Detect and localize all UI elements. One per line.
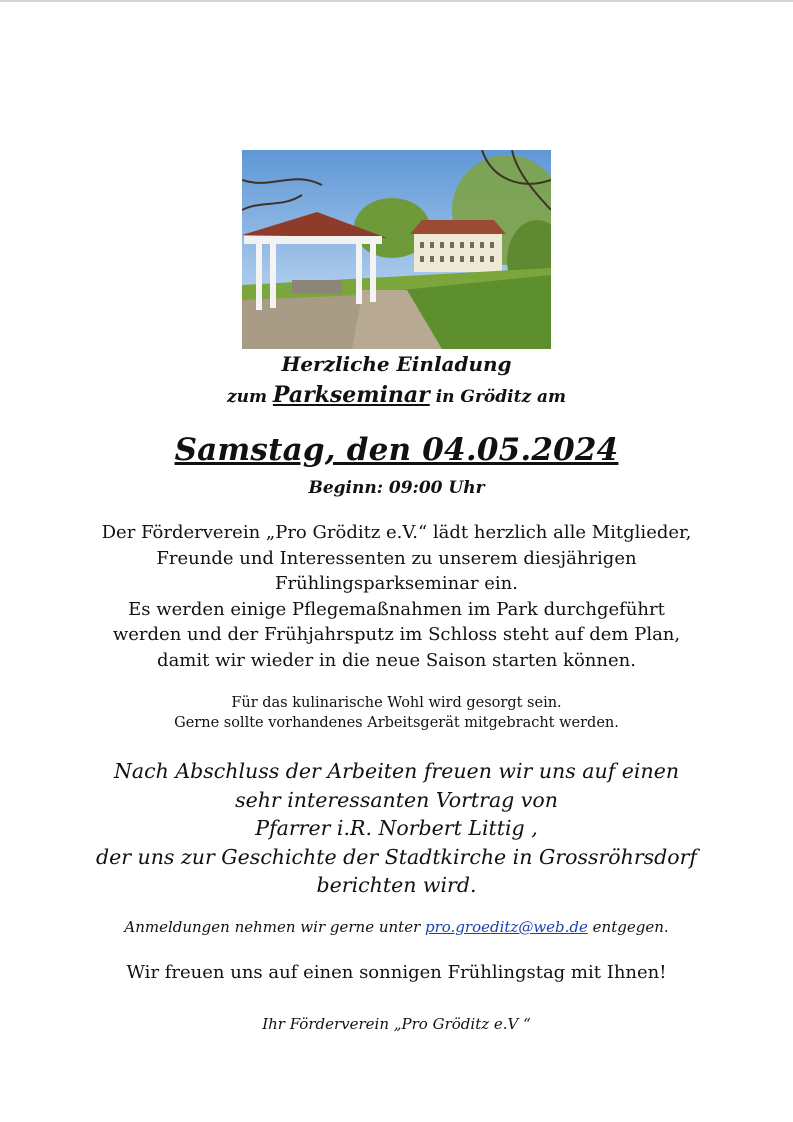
intro-line: Frühlingsparkseminar ein. (275, 573, 518, 594)
signature: Ihr Förderverein „Pro Gröditz e.V “ (262, 1015, 531, 1033)
lecture-paragraph (0, 757, 793, 900)
lecture-line: Nach Abschluss der Arbeiten freuen wir uns auf einen (113, 759, 680, 783)
closing-wish: Wir freuen uns auf einen sonnigen Frühlingstag mit Ihnen! (126, 962, 667, 983)
seminar-name: Parkseminar (272, 382, 430, 408)
registration-note (0, 918, 793, 936)
food-line: Für das kulinarische Wohl wird gesorgt sein. (231, 695, 562, 711)
intro-line: Freunde und Interessenten zu unserem diesjährigen (156, 547, 637, 569)
start-time: Beginn: 09:00 Uhr (308, 478, 485, 498)
lecture-line: sehr interessanten Vortrag von (235, 787, 558, 812)
invitation-subtitle (0, 382, 793, 408)
intro-line: damit wir wieder in die neue Saison starten können. (157, 649, 636, 671)
lecture-line: Pfarrer i.R. Norbert Littig , (255, 816, 538, 840)
email-link[interactable]: pro.groeditz@web.de (425, 918, 588, 936)
subtitle-before: zum (226, 387, 273, 407)
intro-paragraph (0, 520, 793, 673)
intro-line: werden und der Frühjahrsputz im Schloss steht auf dem Plan, (112, 624, 681, 645)
food-paragraph (0, 693, 793, 733)
intro-line: Es werden einige Pflegemaßnahmen im Park durchgeführt (128, 598, 665, 620)
invitation-title: Herzliche Einladung (281, 352, 512, 376)
lecture-line: der uns zur Geschichte der Stadtkirche in Grossröhrsdorf (95, 844, 698, 869)
registration-after: entgegen. (587, 918, 669, 936)
intro-line: Der Förderverein „Pro Gröditz e.V.“ lädt herzlich alle Mitglieder, (101, 522, 692, 543)
lecture-line: berichten wird. (316, 873, 477, 897)
subtitle-after: in Gröditz am (429, 387, 567, 407)
event-date: Samstag, den 04.05.2024 (174, 432, 619, 468)
food-line: Gerne sollte vorhandenes Arbeitsgerät mitgebracht werden. (174, 715, 619, 731)
park-photo (242, 150, 551, 349)
top-edge-rule (0, 0, 793, 2)
registration-before: Anmeldungen nehmen wir gerne unter (124, 918, 426, 936)
